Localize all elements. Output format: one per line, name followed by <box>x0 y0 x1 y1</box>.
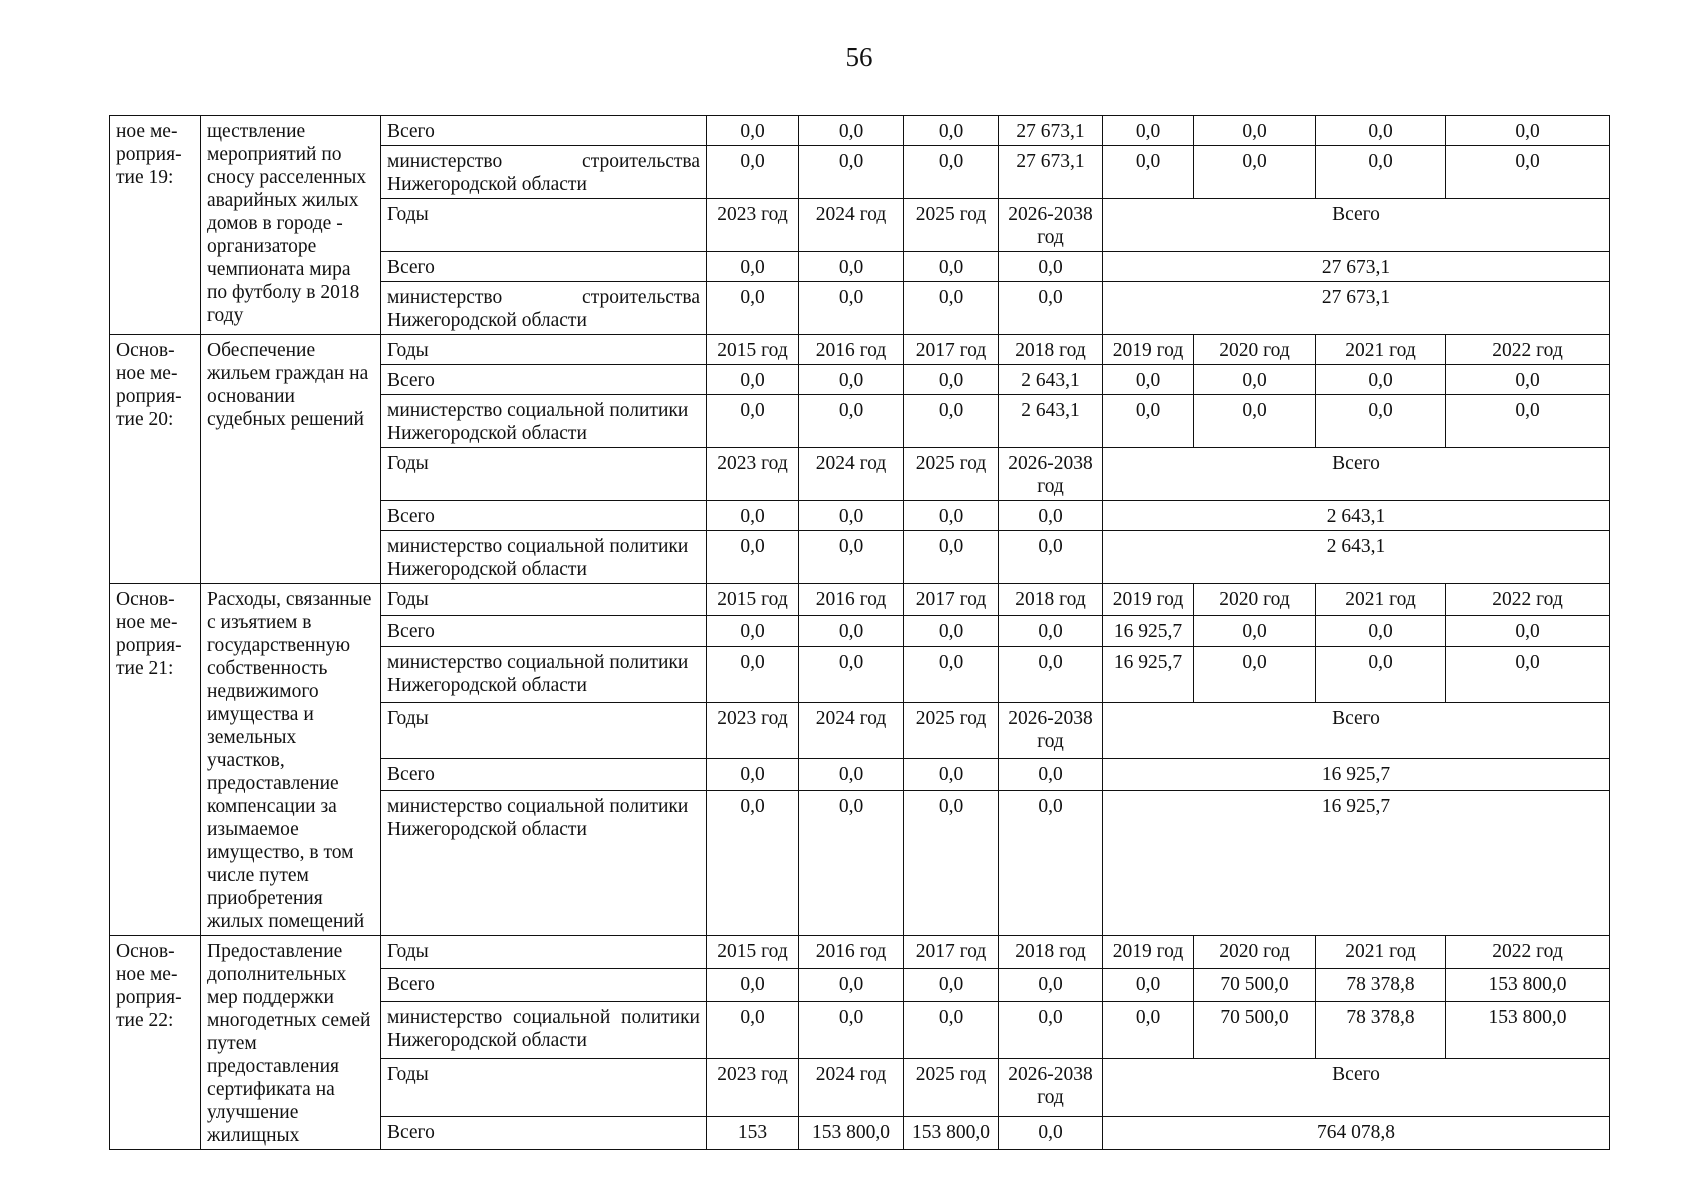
value-cell: 0,0 <box>999 252 1103 282</box>
value-cell: 0,0 <box>999 790 1103 935</box>
value-cell: 0,0 <box>707 615 799 647</box>
years-label: Годы <box>381 584 707 616</box>
budget-table <box>109 115 1610 1150</box>
row-label: министерство строительства Нижегородской области <box>381 282 707 335</box>
value-cell: 0,0 <box>1103 116 1194 146</box>
year-cell: 2021 год <box>1316 584 1446 616</box>
value-cell: 0,0 <box>799 968 904 1001</box>
table-row <box>110 584 1610 616</box>
value-cell: 0,0 <box>1446 395 1610 448</box>
value-cell: 70 500,0 <box>1194 968 1316 1001</box>
value-cell: 0,0 <box>1103 395 1194 448</box>
row-label: Всего <box>381 365 707 395</box>
value-cell: 0,0 <box>799 758 904 790</box>
year-cell: 2017 год <box>904 936 999 969</box>
event-label: ное ме-роприя-тие 19: <box>110 116 201 335</box>
value-cell: 0,0 <box>904 282 999 335</box>
value-cell: 0,0 <box>999 968 1103 1001</box>
year-cell: 2020 год <box>1194 335 1316 365</box>
event-label: Основ-ное ме-роприя-тие 21: <box>110 584 201 936</box>
value-cell: 0,0 <box>1194 116 1316 146</box>
value-cell: 0,0 <box>1103 146 1194 199</box>
value-cell: 70 500,0 <box>1194 1001 1316 1059</box>
total-header: Всего <box>1103 1059 1610 1117</box>
value-cell: 27 673,1 <box>999 146 1103 199</box>
value-cell: 0,0 <box>904 1001 999 1059</box>
row-label: Всего <box>381 252 707 282</box>
row-label: Всего <box>381 1117 707 1150</box>
value-cell: 0,0 <box>1316 116 1446 146</box>
year-cell: 2023 год <box>707 1059 799 1117</box>
year-cell: 2020 год <box>1194 584 1316 616</box>
row-label: Всего <box>381 968 707 1001</box>
page-number: 56 <box>845 42 873 72</box>
value-cell: 0,0 <box>799 1001 904 1059</box>
value-cell: 0,0 <box>999 647 1103 703</box>
year-cell: 2017 год <box>904 335 999 365</box>
value-cell: 0,0 <box>904 501 999 531</box>
value-cell: 0,0 <box>904 758 999 790</box>
value-cell: 2 643,1 <box>999 395 1103 448</box>
years-label: Годы <box>381 199 707 252</box>
year-cell: 2021 год <box>1316 936 1446 969</box>
year-cell: 2019 год <box>1103 335 1194 365</box>
total-cell: 2 643,1 <box>1103 501 1610 531</box>
value-cell: 0,0 <box>1446 146 1610 199</box>
year-cell: 2026-2038 год <box>999 448 1103 501</box>
value-cell: 0,0 <box>999 615 1103 647</box>
value-cell: 0,0 <box>904 252 999 282</box>
value-cell: 0,0 <box>999 531 1103 584</box>
value-cell: 0,0 <box>999 282 1103 335</box>
value-cell: 0,0 <box>799 647 904 703</box>
value-cell: 27 673,1 <box>999 116 1103 146</box>
year-cell: 2022 год <box>1446 936 1610 969</box>
year-cell: 2022 год <box>1446 335 1610 365</box>
total-header: Всего <box>1103 703 1610 759</box>
year-cell: 2018 год <box>999 584 1103 616</box>
value-cell: 0,0 <box>707 116 799 146</box>
value-cell: 0,0 <box>707 146 799 199</box>
value-cell: 0,0 <box>1316 647 1446 703</box>
value-cell: 0,0 <box>1316 365 1446 395</box>
value-cell: 0,0 <box>1446 615 1610 647</box>
year-cell: 2018 год <box>999 335 1103 365</box>
value-cell: 0,0 <box>707 1001 799 1059</box>
table-row <box>110 116 1610 146</box>
value-cell: 0,0 <box>1194 615 1316 647</box>
value-cell: 0,0 <box>999 1117 1103 1150</box>
total-cell: 2 643,1 <box>1103 531 1610 584</box>
value-cell: 0,0 <box>904 968 999 1001</box>
row-label: Всего <box>381 615 707 647</box>
value-cell: 0,0 <box>999 501 1103 531</box>
value-cell: 0,0 <box>1446 365 1610 395</box>
value-cell: 0,0 <box>799 501 904 531</box>
year-cell: 2025 год <box>904 1059 999 1117</box>
value-cell: 78 378,8 <box>1316 1001 1446 1059</box>
value-cell: 0,0 <box>904 531 999 584</box>
years-label: Годы <box>381 335 707 365</box>
year-cell: 2024 год <box>799 199 904 252</box>
value-cell: 0,0 <box>707 790 799 935</box>
value-cell: 153 <box>707 1117 799 1150</box>
event-description: Обеспечение жильем граждан на основании судебных решений <box>201 335 381 584</box>
value-cell: 0,0 <box>1316 615 1446 647</box>
event-description: Предоставление дополнительных мер поддержки многодетных семей путем предоставления сертификата на улучшение жилищных <box>201 936 381 1150</box>
value-cell: 78 378,8 <box>1316 968 1446 1001</box>
year-cell: 2026-2038 год <box>999 199 1103 252</box>
year-cell: 2018 год <box>999 936 1103 969</box>
value-cell: 153 800,0 <box>1446 968 1610 1001</box>
total-header: Всего <box>1103 448 1610 501</box>
value-cell: 0,0 <box>1316 395 1446 448</box>
row-label: министерство социальной политики Нижегородской области <box>381 790 707 935</box>
year-cell: 2016 год <box>799 936 904 969</box>
table-row <box>110 335 1610 365</box>
total-cell: 16 925,7 <box>1103 790 1610 935</box>
row-label: министерство строительства Нижегородской области <box>381 146 707 199</box>
value-cell: 0,0 <box>1194 146 1316 199</box>
year-cell: 2021 год <box>1316 335 1446 365</box>
value-cell: 0,0 <box>707 501 799 531</box>
value-cell: 0,0 <box>799 365 904 395</box>
value-cell: 0,0 <box>707 282 799 335</box>
value-cell: 0,0 <box>799 146 904 199</box>
value-cell: 0,0 <box>707 365 799 395</box>
value-cell: 0,0 <box>1194 647 1316 703</box>
year-cell: 2016 год <box>799 335 904 365</box>
value-cell: 0,0 <box>904 647 999 703</box>
year-cell: 2015 год <box>707 335 799 365</box>
year-cell: 2019 год <box>1103 584 1194 616</box>
year-cell: 2024 год <box>799 448 904 501</box>
value-cell: 0,0 <box>999 1001 1103 1059</box>
row-label: Всего <box>381 116 707 146</box>
value-cell: 16 925,7 <box>1103 647 1194 703</box>
row-label: министерство социальной политики Нижегородской области <box>381 647 707 703</box>
value-cell: 0,0 <box>1316 146 1446 199</box>
value-cell: 0,0 <box>799 282 904 335</box>
value-cell: 0,0 <box>1194 395 1316 448</box>
value-cell: 0,0 <box>799 252 904 282</box>
value-cell: 0,0 <box>799 531 904 584</box>
value-cell: 0,0 <box>799 395 904 448</box>
year-cell: 2024 год <box>799 1059 904 1117</box>
event-description: ществление мероприятий по сносу расселенных аварийных жилых домов в городе - организаторе чемпионата мира по футболу в 2018 году <box>201 116 381 335</box>
year-cell: 2026-2038 год <box>999 1059 1103 1117</box>
year-cell: 2019 год <box>1103 936 1194 969</box>
value-cell: 0,0 <box>999 758 1103 790</box>
row-label: министерство социальной политики Нижегородской области <box>381 1001 707 1059</box>
value-cell: 0,0 <box>799 790 904 935</box>
row-label: министерство социальной политики Нижегородской области <box>381 531 707 584</box>
value-cell: 0,0 <box>904 395 999 448</box>
value-cell: 0,0 <box>1103 968 1194 1001</box>
value-cell: 2 643,1 <box>999 365 1103 395</box>
year-cell: 2025 год <box>904 199 999 252</box>
year-cell: 2025 год <box>904 703 999 759</box>
value-cell: 0,0 <box>904 615 999 647</box>
value-cell: 0,0 <box>904 146 999 199</box>
value-cell: 0,0 <box>1103 1001 1194 1059</box>
event-label: Основ-ное ме-роприя-тие 22: <box>110 936 201 1150</box>
value-cell: 153 800,0 <box>904 1117 999 1150</box>
value-cell: 153 800,0 <box>799 1117 904 1150</box>
value-cell: 0,0 <box>799 615 904 647</box>
value-cell: 0,0 <box>1103 365 1194 395</box>
year-cell: 2026-2038 год <box>999 703 1103 759</box>
value-cell: 0,0 <box>799 116 904 146</box>
value-cell: 0,0 <box>707 758 799 790</box>
row-label: Всего <box>381 501 707 531</box>
value-cell: 0,0 <box>707 968 799 1001</box>
value-cell: 0,0 <box>1446 647 1610 703</box>
year-cell: 2025 год <box>904 448 999 501</box>
value-cell: 0,0 <box>707 531 799 584</box>
event-description: Расходы, связанные с изъятием в государственную собственность недвижимого имущества и земельных участков, предоставление компенсации за изымаемое имущество, в том числе путем приобретения жилых помещений <box>201 584 381 936</box>
year-cell: 2023 год <box>707 448 799 501</box>
value-cell: 0,0 <box>707 395 799 448</box>
total-cell: 27 673,1 <box>1103 282 1610 335</box>
years-label: Годы <box>381 936 707 969</box>
event-label: Основ-ное ме-роприя-тие 20: <box>110 335 201 584</box>
year-cell: 2016 год <box>799 584 904 616</box>
value-cell: 16 925,7 <box>1103 615 1194 647</box>
year-cell: 2023 год <box>707 703 799 759</box>
value-cell: 0,0 <box>1194 365 1316 395</box>
year-cell: 2015 год <box>707 936 799 969</box>
value-cell: 0,0 <box>707 252 799 282</box>
total-cell: 764 078,8 <box>1103 1117 1610 1150</box>
year-cell: 2023 год <box>707 199 799 252</box>
year-cell: 2017 год <box>904 584 999 616</box>
value-cell: 0,0 <box>904 365 999 395</box>
total-cell: 16 925,7 <box>1103 758 1610 790</box>
year-cell: 2020 год <box>1194 936 1316 969</box>
years-label: Годы <box>381 448 707 501</box>
row-label: Всего <box>381 758 707 790</box>
years-label: Годы <box>381 1059 707 1117</box>
years-label: Годы <box>381 703 707 759</box>
year-cell: 2024 год <box>799 703 904 759</box>
year-cell: 2022 год <box>1446 584 1610 616</box>
value-cell: 0,0 <box>707 647 799 703</box>
total-cell: 27 673,1 <box>1103 252 1610 282</box>
value-cell: 0,0 <box>1446 116 1610 146</box>
row-label: министерство социальной политики Нижегородской области <box>381 395 707 448</box>
value-cell: 153 800,0 <box>1446 1001 1610 1059</box>
value-cell: 0,0 <box>904 116 999 146</box>
year-cell: 2015 год <box>707 584 799 616</box>
table-row <box>110 936 1610 969</box>
value-cell: 0,0 <box>904 790 999 935</box>
total-header: Всего <box>1103 199 1610 252</box>
